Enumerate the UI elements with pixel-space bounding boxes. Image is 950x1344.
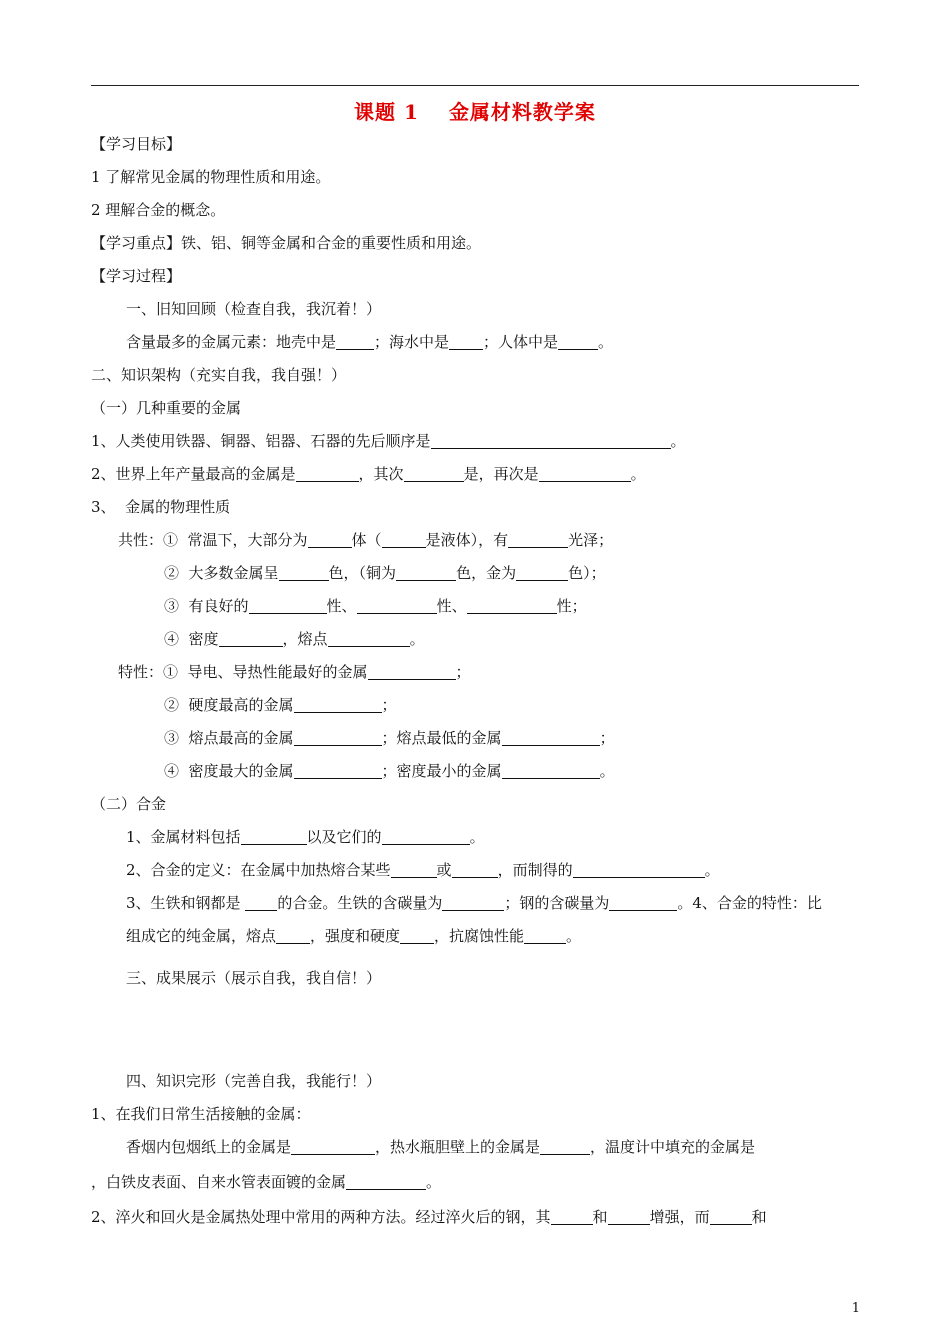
answer-blank[interactable] — [442, 895, 504, 911]
completion-heading: 四、知识完形（完善自我，我能行！） — [126, 1072, 382, 1090]
question-line: ④ 密度最大的金属 ；密度最小的金属 。 — [164, 762, 615, 780]
header-rule — [91, 85, 859, 86]
page-title — [0, 96, 950, 125]
answer-blank[interactable] — [516, 565, 568, 581]
subsection-metals: （一）几种重要的金属 — [91, 399, 242, 417]
question-line: 2、世界上年产量最高的金属是 ，其次 是，再次是 。 — [91, 465, 646, 483]
answer-blank[interactable] — [357, 598, 437, 614]
answer-blank[interactable] — [452, 862, 498, 878]
answer-blank[interactable] — [396, 565, 456, 581]
page-number: 1 — [851, 1301, 860, 1316]
answer-blank[interactable] — [382, 829, 470, 845]
question-line: ③ 有良好的 性、 性、 性； — [164, 597, 587, 615]
answer-blank[interactable] — [502, 763, 600, 779]
answer-blank[interactable] — [710, 1209, 752, 1225]
review-heading: 一、旧知回顾（检查自我，我沉着！） — [126, 300, 382, 318]
answer-blank[interactable] — [294, 697, 382, 713]
answer-blank[interactable] — [539, 466, 631, 482]
section-objectives-heading: 【学习目标】 — [91, 135, 182, 153]
answer-blank[interactable] — [467, 598, 557, 614]
answer-blank[interactable] — [608, 1209, 650, 1225]
question-line: 特性：① 导电、导热性能最好的金属 ； — [118, 663, 471, 681]
answer-blank[interactable] — [294, 763, 382, 779]
answer-blank[interactable] — [449, 334, 483, 350]
answer-blank[interactable] — [573, 862, 705, 878]
question-line: 共性：① 常温下，大部分为 体（ 是液体），有 光泽； — [118, 531, 614, 549]
showcase-heading: 三、成果展示（展示自我，我自信！） — [126, 969, 382, 987]
question-line: ④ 密度 ，熔点 。 — [164, 630, 425, 648]
answer-blank[interactable] — [276, 928, 310, 944]
answer-blank[interactable] — [391, 862, 437, 878]
answer-blank[interactable] — [249, 598, 327, 614]
answer-blank[interactable] — [382, 532, 426, 548]
title-number: 课题 1 — [354, 100, 419, 124]
answer-blank[interactable] — [502, 730, 600, 746]
question-line: 1、人类使用铁器、铜器、铝器、石器的先后顺序是 。 — [91, 432, 686, 450]
answer-blank[interactable] — [609, 895, 677, 911]
answer-blank[interactable] — [368, 664, 456, 680]
answer-blank[interactable] — [245, 895, 277, 911]
answer-blank[interactable] — [431, 433, 671, 449]
question-line: 香烟内包烟纸上的金属是 ，热水瓶胆壁上的金属是 ，温度计中填充的金属是 — [126, 1138, 756, 1156]
question-line: 3、生铁和钢都是 的合金。生铁的含碳量为 ；钢的含碳量为 。4、合金的特性：比 — [126, 894, 822, 912]
answer-blank[interactable] — [336, 334, 374, 350]
question-line: 2、合金的定义：在金属中加热熔合某些 或 ，而制得的 。 — [126, 861, 720, 879]
answer-blank[interactable] — [279, 565, 329, 581]
answer-blank[interactable] — [524, 928, 566, 944]
question-line: ③ 熔点最高的金属 ；熔点最低的金属 ； — [164, 729, 615, 747]
question-line: 含量最多的金属元素：地壳中是 ；海水中是 ；人体中是 。 — [126, 333, 614, 351]
answer-blank[interactable] — [241, 829, 307, 845]
answer-blank[interactable] — [291, 1139, 375, 1155]
answer-blank[interactable] — [508, 532, 568, 548]
answer-blank[interactable] — [346, 1174, 426, 1190]
answer-blank[interactable] — [219, 631, 283, 647]
answer-blank[interactable] — [404, 466, 464, 482]
question-line: ，白铁皮表面、自来水管表面镀的金属 。 — [91, 1173, 442, 1191]
answer-blank[interactable] — [328, 631, 410, 647]
answer-blank[interactable] — [540, 1139, 590, 1155]
physical-properties-heading: 3、 金属的物理性质 — [91, 498, 231, 516]
framework-heading: 二、知识架构（充实自我，我自强！） — [91, 366, 347, 384]
key-points: 【学习重点】铁、铝、铜等金属和合金的重要性质和用途。 — [91, 234, 482, 252]
objective-2: 2 理解合金的概念。 — [91, 201, 226, 219]
answer-blank[interactable] — [294, 730, 382, 746]
subsection-alloys: （二）合金 — [91, 795, 167, 813]
answer-blank[interactable] — [400, 928, 434, 944]
question-line: 组成它的纯金属，熔点 ，强度和硬度 ，抗腐蚀性能 。 — [126, 927, 582, 945]
answer-blank[interactable] — [551, 1209, 593, 1225]
objective-1: 1 了解常见金属的物理性质和用途。 — [91, 168, 331, 186]
section-process-heading: 【学习过程】 — [91, 267, 182, 285]
daily-metals-question: 1、在我们日常生活接触的金属： — [91, 1105, 311, 1123]
answer-blank[interactable] — [558, 334, 598, 350]
question-line: 2、淬火和回火是金属热处理中常用的两种方法。经过淬火后的钢，其 和 增强，而 和 — [91, 1208, 767, 1226]
title-name: 金属材料教学案 — [448, 100, 596, 124]
question-line: ② 大多数金属呈 色，（铜为 色，金为 色）； — [164, 564, 606, 582]
answer-blank[interactable] — [296, 466, 359, 482]
answer-blank[interactable] — [308, 532, 352, 548]
question-line: 1、金属材料包括 以及它们的 。 — [126, 828, 485, 846]
question-line: ② 硬度最高的金属 ； — [164, 696, 397, 714]
